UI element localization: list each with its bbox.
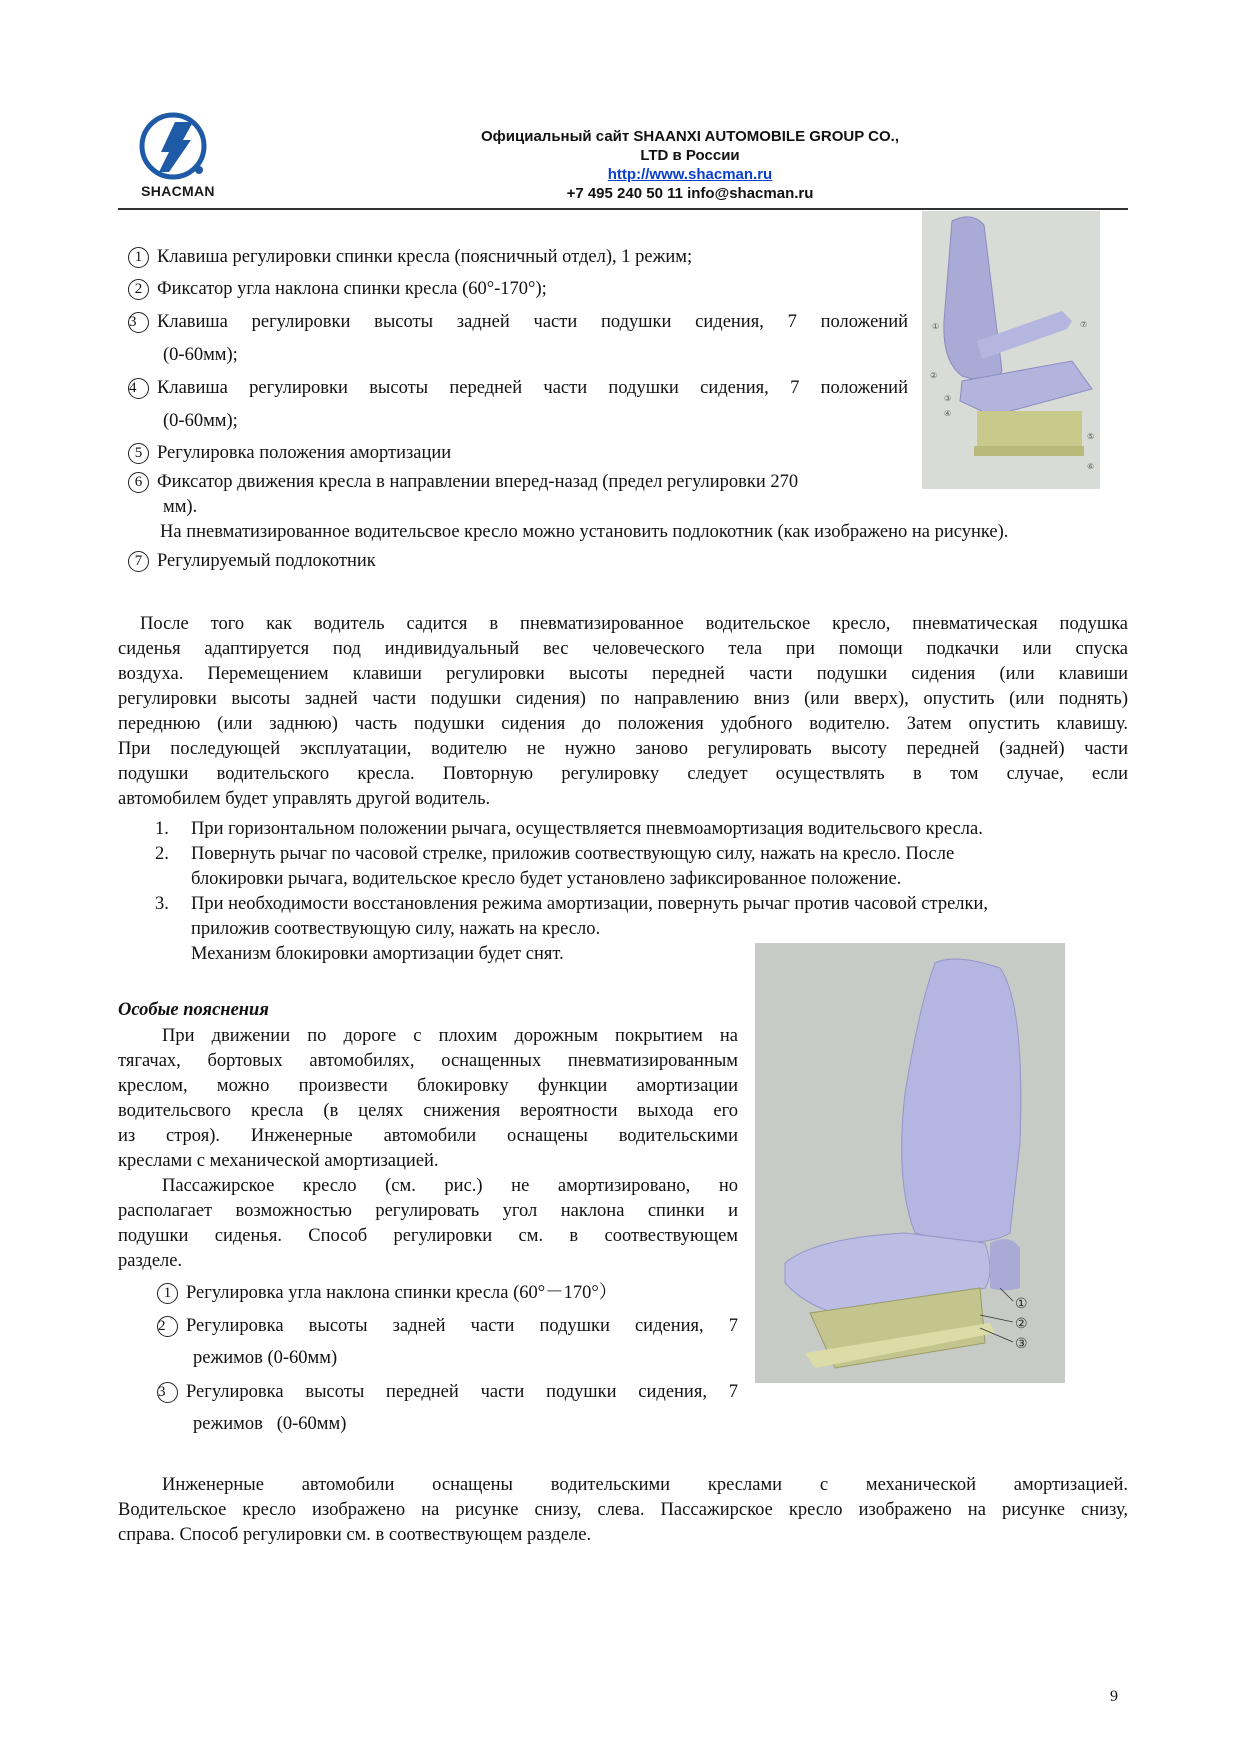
step-1: 1. При горизонтальном положении рычага, осуществляется пневмоамортизация водительсвого кресла.	[155, 819, 983, 839]
header-divider	[118, 208, 1128, 210]
paragraph-engineering-vehicles: Инженерные автомобили оснащены водительскими креслами с механической амортизацией. Водительское кресло изображено на рисунке снизу, слева. Пассажирское кресло изображено на рисунке снизу, справа. Способ регулировки см. в соотвествующем разделе.	[118, 1475, 1128, 1545]
svg-text:②: ②	[1015, 1317, 1028, 1332]
passenger-item-3: 3 Регулировка высоты передней части подушки сидения, 7	[158, 1382, 738, 1402]
passenger-seat-figure	[755, 943, 1065, 1383]
driver-item-6: 6 Фиксатор движения кресла в направлении вперед-назад (предел регулировки 270	[128, 471, 798, 493]
svg-text:③: ③	[944, 394, 952, 403]
driver-item-3-cont: (0-60мм);	[163, 345, 238, 365]
step-3: 3. При необходимости восстановления режима амортизации, повернуть рычаг против часовой стрелки,	[155, 894, 989, 914]
header-title-line1: Официальный сайт SHAANXI AUTOMOBILE GROUP CO.,	[481, 128, 899, 145]
passenger-item-2-cont: режимов (0-60мм)	[193, 1348, 338, 1368]
driver-item-7: 7 Регулируемый подлокотник	[128, 550, 376, 572]
driver-item-2: 2 Фиксатор угла наклона спинки кресла (60°-170°);	[128, 278, 547, 300]
svg-text:④: ④	[944, 409, 952, 418]
driver-item-3: 3 Клавиша регулировки высоты задней части подушки сидения, 7 положений	[129, 312, 908, 332]
page-header	[400, 127, 980, 203]
svg-text:③: ③	[1015, 1337, 1028, 1352]
svg-text:⑥: ⑥	[1087, 462, 1095, 471]
driver-seat-figure	[922, 211, 1100, 489]
header-title-line2: LTD в России	[640, 147, 740, 164]
step-2: 2. Повернуть рычаг по часовой стрелке, приложив соотвествующую силу, нажать на кресло. После	[155, 844, 955, 864]
passenger-item-2: 2 Регулировка высоты задней части подушки сидения, 7	[158, 1316, 738, 1336]
svg-text:⑤: ⑤	[1087, 432, 1095, 441]
armrest-note: На пневматизированное водительсвое кресло можно установить подлокотник (как изображено на рисунке).	[160, 522, 1009, 542]
logo-text: SHACMAN	[141, 183, 215, 199]
driver-item-4-cont: (0-60мм);	[163, 411, 238, 431]
driver-item-1: 1 Клавиша регулировки спинки кресла (поясничный отдел), 1 режим;	[128, 246, 692, 268]
driver-item-5: 5 Регулировка положения амортизации	[128, 442, 451, 464]
website-link[interactable]: http://www.shacman.ru	[607, 166, 773, 183]
lever-steps-list: 1. При горизонтальном положении рычага, осуществляется пневмоамортизация водительсвого кресла. 2. Повернуть рычаг по часовой стрелке, приложив соотвествующую силу, нажать на кресло. После блокировки рычага, водительское кресло будет установлено зафиксированное положение. 3. При необходимости восстановления режима амортизации, повернуть рычаг против часовой стрелки, приложив соотвествующую силу, нажать на кресло. Механизм блокировки амортизации будет снят.	[155, 819, 989, 964]
passenger-item-3-cont: режимов (0-60мм)	[193, 1414, 347, 1434]
driver-item-6-cont: мм).	[163, 497, 198, 517]
driver-item-4: 4 Клавиша регулировки высоты передней части подушки сидения, 7 положений	[129, 378, 908, 398]
paragraph-air-cushion: После того как водитель садится в пневматизированное водительское кресло, пневматическая подушка сиденья адаптируется под индивидуальный вес человеческого тела при помощи подкачки или спуска воздуха. Перемещением клавиши регулировки высоты передней части подушки сидения (или клавиши регулировки высоты задней части подушки сидения) по направлению вниз (или вверх), опустить (или поднять) переднюю (или заднюю) часть подушки сидения до положения удобного водителю. Затем опустить клавишу. При последующей эксплуатации, водителю не нужно заново регулировать высоту передней (задней) части подушки водительского кресла. Повторную регулировку следует осуществлять в том случае, если автомобилем будет управлять другой водитель.	[118, 614, 1128, 809]
header-contact: +7 495 240 50 11 info@shacman.ru	[566, 185, 814, 202]
svg-text:⑦: ⑦	[1080, 320, 1088, 329]
svg-text:①: ①	[1015, 1297, 1028, 1312]
special-notes-para1: При движении по дороге с плохим дорожным покрытием на тягачах, бортовых автомобилях, оснащенных пневматизированным креслом, можно произвести блокировку функции амортизации водительсвого кресла (в целях снижения вероятности выхода его из строя). Инженерные автомобили оснащены водительскими креслами с механической амортизацией. Пассажирское кресло (см. рис.) не амортизировано, но располагает возможностью регулировать угол наклона спинки и подушки сиденья. Способ регулировки см. в соотвествующем разделе.	[118, 1026, 738, 1271]
special-notes-heading: Особые пояснения	[118, 1000, 269, 1020]
page-number: 9	[1110, 1688, 1118, 1705]
svg-text:②: ②	[930, 371, 938, 380]
passenger-item-1: 1 Регулировка угла наклона спинки кресла (60°－170°）	[157, 1282, 617, 1304]
svg-text:①: ①	[932, 322, 940, 331]
